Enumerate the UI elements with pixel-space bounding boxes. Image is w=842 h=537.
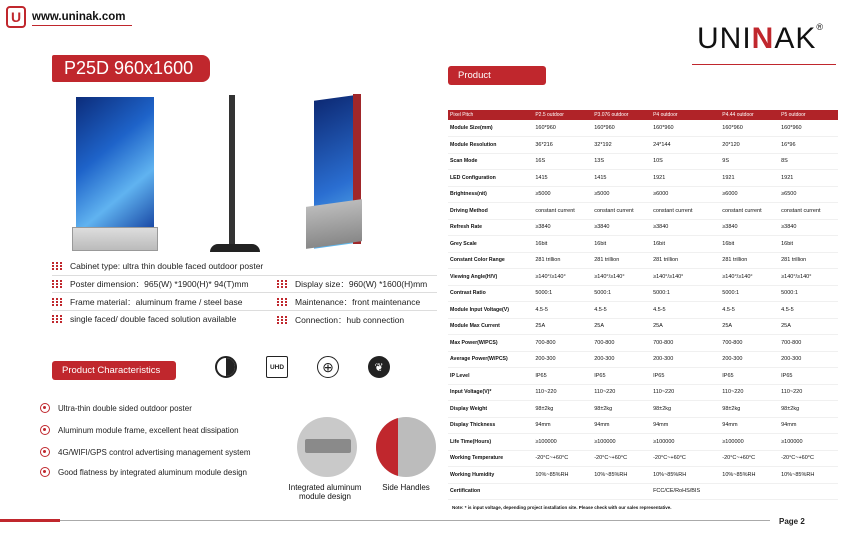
table-cell: 5000:1 — [533, 285, 592, 302]
table-cell: 700-800 — [720, 335, 779, 352]
table-cell: -20°C~+60°C — [779, 450, 838, 467]
bullet-icon — [40, 447, 50, 457]
row-label: Brightness(nit) — [448, 186, 533, 203]
table-cell: 94mm — [533, 417, 592, 434]
page-number: Page 2 — [779, 517, 805, 526]
side-handle-detail-image — [376, 417, 436, 477]
table-cell: 4.5-5 — [720, 302, 779, 319]
table-cell: 110~220 — [533, 384, 592, 401]
bullet-icon — [40, 467, 50, 477]
bullet-icon — [40, 425, 50, 435]
footer-accent — [0, 519, 60, 522]
feature-item: single faced/ double faced solution available — [52, 314, 236, 324]
table-cell: 94mm — [779, 417, 838, 434]
table-cell: ≥6000 — [720, 186, 779, 203]
table-cell: 5000:1 — [651, 285, 720, 302]
table-cell: ≥3840 — [592, 219, 651, 236]
table-cell: IP65 — [592, 368, 651, 385]
table-row — [448, 483, 838, 500]
table-cell: 16bit — [720, 236, 779, 253]
table-cell: 1921 — [720, 170, 779, 187]
row-label: Max Power(W/PCS) — [448, 335, 533, 352]
table-cell: ≥140°/≥140° — [592, 269, 651, 286]
table-row — [448, 285, 838, 302]
table-cell — [592, 483, 651, 500]
row-label: Display Thickness — [448, 417, 533, 434]
table-cell: constant current — [720, 203, 779, 220]
table-cell: 94mm — [592, 417, 651, 434]
characteristics-heading: Product Characteristics — [52, 361, 176, 380]
table-row — [448, 120, 838, 137]
table-cell: 700-800 — [651, 335, 720, 352]
table-row — [448, 236, 838, 253]
table-cell: 9S — [720, 153, 779, 170]
product-side-base — [210, 244, 260, 252]
table-cell: ≥3840 — [720, 219, 779, 236]
table-cell: 5000:1 — [720, 285, 779, 302]
table-row — [448, 302, 838, 319]
table-row — [448, 467, 838, 484]
table-cell: IP65 — [720, 368, 779, 385]
table-cell: ≥100000 — [779, 434, 838, 451]
table-cell: constant current — [651, 203, 720, 220]
table-cell: constant current — [779, 203, 838, 220]
table-row — [448, 203, 838, 220]
row-label: Average Power(W/PCS) — [448, 351, 533, 368]
table-cell: 13S — [592, 153, 651, 170]
column-header: P4 outdoor — [651, 110, 720, 120]
table-cell: 25A — [651, 318, 720, 335]
list-icon — [277, 316, 287, 324]
table-cell: 8S — [779, 153, 838, 170]
table-cell: ≥6000 — [651, 186, 720, 203]
table-cell: IP65 — [533, 368, 592, 385]
table-cell: ≥100000 — [592, 434, 651, 451]
column-header: P5 outdoor — [779, 110, 838, 120]
table-cell: FCC/CE/RoHS/BIS — [651, 483, 720, 500]
row-label: Viewing Angle(H/V) — [448, 269, 533, 286]
table-cell: 94mm — [720, 417, 779, 434]
feature-item: Cabinet type: ultra thin double faced outdoor poster — [52, 261, 263, 271]
table-cell: 98±2kg — [651, 401, 720, 418]
table-cell: 160*960 — [533, 120, 592, 137]
parameter-table — [448, 110, 838, 500]
table-cell: 10%~85%RH — [533, 467, 592, 484]
column-header: Pixel Pitch — [448, 110, 533, 120]
row-label: Working Humidity — [448, 467, 533, 484]
table-cell: 24*144 — [651, 137, 720, 154]
table-cell — [779, 483, 838, 500]
row-label: Working Temperature — [448, 450, 533, 467]
table-cell: 700-800 — [592, 335, 651, 352]
table-cell: 4.5-5 — [592, 302, 651, 319]
table-cell: 4.5-5 — [779, 302, 838, 319]
list-icon — [52, 298, 62, 306]
table-cell: 10%~85%RH — [720, 467, 779, 484]
table-cell: 281 trillion — [533, 252, 592, 269]
table-row — [448, 252, 838, 269]
table-cell: 10S — [651, 153, 720, 170]
product-side-image — [229, 95, 235, 247]
table-row — [448, 368, 838, 385]
table-row — [448, 219, 838, 236]
table-cell: 281 trillion — [651, 252, 720, 269]
row-label: Driving Method — [448, 203, 533, 220]
table-cell: 4.5-5 — [533, 302, 592, 319]
table-cell: 98±2kg — [533, 401, 592, 418]
table-row — [448, 269, 838, 286]
table-cell: 5000:1 — [592, 285, 651, 302]
table-cell: 160*960 — [720, 120, 779, 137]
table-cell: 281 trillion — [720, 252, 779, 269]
table-cell: ≥3840 — [779, 219, 838, 236]
table-cell: 110~220 — [720, 384, 779, 401]
table-cell: 10%~85%RH — [592, 467, 651, 484]
table-cell: ≥140°/≥140° — [720, 269, 779, 286]
table-cell: 281 trillion — [779, 252, 838, 269]
row-label: Module Input Voltage(V) — [448, 302, 533, 319]
table-cell: IP65 — [651, 368, 720, 385]
brand-underline — [692, 64, 836, 65]
row-label: Contrast Ratio — [448, 285, 533, 302]
table-cell: ≥5000 — [592, 186, 651, 203]
product-perspective-base — [306, 199, 362, 249]
list-icon — [277, 280, 287, 288]
characteristic-item: Aluminum module frame, excellent heat dissipation — [40, 425, 239, 435]
table-cell: -20°C~+60°C — [720, 450, 779, 467]
table-row — [448, 170, 838, 187]
table-cell: 700-800 — [779, 335, 838, 352]
table-cell: constant current — [592, 203, 651, 220]
table-cell: ≥140°/≥140° — [779, 269, 838, 286]
table-cell: 25A — [720, 318, 779, 335]
table-row — [448, 318, 838, 335]
table-cell: -20°C~+60°C — [592, 450, 651, 467]
leaf-icon: ❦ — [368, 356, 390, 378]
aluminum-module-detail-image — [297, 417, 357, 477]
table-cell: 16bit — [533, 236, 592, 253]
contrast-icon — [215, 356, 237, 378]
table-row — [448, 351, 838, 368]
table-cell: ≥100000 — [720, 434, 779, 451]
list-icon — [52, 262, 62, 270]
table-cell: ≥100000 — [651, 434, 720, 451]
row-label: IP Level — [448, 368, 533, 385]
table-cell: ≥6500 — [779, 186, 838, 203]
table-cell: 20*120 — [720, 137, 779, 154]
column-header: P3.076 outdoor — [592, 110, 651, 120]
table-cell: 160*960 — [779, 120, 838, 137]
table-cell: 10%~85%RH — [779, 467, 838, 484]
feature-item: Poster dimension：965(W) *1900(H)* 94(T)mm — [52, 278, 249, 290]
table-cell: 98±2kg — [592, 401, 651, 418]
table-cell: 1415 — [592, 170, 651, 187]
table-cell: 25A — [779, 318, 838, 335]
feature-item: Connection：hub connection — [277, 314, 404, 326]
table-cell: -20°C~+60°C — [651, 450, 720, 467]
table-cell: 10%~85%RH — [651, 467, 720, 484]
table-cell: 1415 — [533, 170, 592, 187]
characteristic-item: 4G/WIFI/GPS control advertising management system — [40, 447, 251, 457]
bullet-icon — [40, 403, 50, 413]
table-cell: 98±2kg — [779, 401, 838, 418]
table-cell: constant current — [533, 203, 592, 220]
detail-caption: Side Handles — [382, 483, 430, 492]
table-cell: ≥140°/≥140° — [533, 269, 592, 286]
table-header-row — [448, 110, 838, 120]
column-header: P2.5 outdoor — [533, 110, 592, 120]
uhd-icon: UHD — [266, 356, 288, 378]
characteristic-item: Ultra-thin double sided outdoor poster — [40, 403, 192, 413]
table-cell: 160*960 — [651, 120, 720, 137]
table-cell: ≥3840 — [533, 219, 592, 236]
table-row — [448, 186, 838, 203]
table-cell: 700-800 — [533, 335, 592, 352]
table-cell: ≥3840 — [651, 219, 720, 236]
product-front-base — [72, 227, 158, 251]
model-label: P25D 960x1600 — [52, 55, 210, 82]
table-cell: 160*960 — [592, 120, 651, 137]
divider — [52, 275, 437, 276]
table-cell: ≥140°/≥140° — [651, 269, 720, 286]
table-cell: 25A — [533, 318, 592, 335]
table-cell: 200-300 — [533, 351, 592, 368]
table-cell: 110~220 — [592, 384, 651, 401]
table-cell: 281 trillion — [592, 252, 651, 269]
table-row — [448, 417, 838, 434]
row-label: Display Weight — [448, 401, 533, 418]
row-label: Module Max Current — [448, 318, 533, 335]
table-cell: 16bit — [651, 236, 720, 253]
divider — [52, 310, 437, 311]
feature-item: Frame material：aluminum frame / steel base — [52, 296, 242, 308]
column-header: P4.44 outdoor — [720, 110, 779, 120]
table-cell: 200-300 — [651, 351, 720, 368]
table-cell: ≥5000 — [533, 186, 592, 203]
table-cell: 32*192 — [592, 137, 651, 154]
parameter-heading: Product Parameter — [448, 66, 546, 85]
table-cell: 98±2kg — [720, 401, 779, 418]
table-cell: 16*96 — [779, 137, 838, 154]
globe-icon: ⊕ — [317, 356, 339, 378]
header-underline — [32, 25, 132, 26]
table-cell: 1921 — [779, 170, 838, 187]
table-row — [448, 450, 838, 467]
table-row — [448, 335, 838, 352]
list-icon — [52, 280, 62, 288]
table-cell: 36*216 — [533, 137, 592, 154]
characteristic-item: Good flatness by integrated aluminum module design — [40, 467, 247, 477]
brand-u-icon: U — [6, 6, 26, 28]
divider — [52, 292, 437, 293]
table-cell: 94mm — [651, 417, 720, 434]
row-label: Input Voltage(V)* — [448, 384, 533, 401]
table-cell: 4.5-5 — [651, 302, 720, 319]
feature-item: Maintenance：front maintenance — [277, 296, 420, 308]
table-cell: 16S — [533, 153, 592, 170]
product-front-image — [76, 97, 154, 227]
footnote: Note: * is input voltage, depending project installation site. Please check with our sales representative. — [452, 505, 672, 510]
row-label: Scan Mode — [448, 153, 533, 170]
brand-logo: UNINAK® — [696, 22, 824, 55]
website-link[interactable]: www.uninak.com — [32, 11, 126, 23]
table-cell: 25A — [592, 318, 651, 335]
table-cell: 16bit — [779, 236, 838, 253]
footer-line — [0, 520, 770, 521]
table-cell: 5000:1 — [779, 285, 838, 302]
table-row — [448, 153, 838, 170]
table-cell: 200-300 — [592, 351, 651, 368]
table-cell: 200-300 — [779, 351, 838, 368]
row-label: Constant Color Range — [448, 252, 533, 269]
table-cell — [533, 483, 592, 500]
list-icon — [52, 315, 62, 323]
table-row — [448, 137, 838, 154]
table-cell: 110~220 — [651, 384, 720, 401]
table-row — [448, 401, 838, 418]
table-cell: -20°C~+60°C — [533, 450, 592, 467]
list-icon — [277, 298, 287, 306]
table-cell: 1921 — [651, 170, 720, 187]
table-cell: ≥100000 — [533, 434, 592, 451]
table-cell: 110~220 — [779, 384, 838, 401]
detail-caption: Integrated aluminum module design — [288, 483, 362, 501]
row-label: Module Size(mm) — [448, 120, 533, 137]
table-row — [448, 434, 838, 451]
row-label: Life Time(Hours) — [448, 434, 533, 451]
table-row — [448, 384, 838, 401]
table-cell: 200-300 — [720, 351, 779, 368]
row-label: Certification — [448, 483, 533, 500]
table-cell — [720, 483, 779, 500]
table-cell: IP65 — [779, 368, 838, 385]
row-label: Module Resolution — [448, 137, 533, 154]
row-label: LED Configuration — [448, 170, 533, 187]
row-label: Refresh Rate — [448, 219, 533, 236]
row-label: Grey Scale — [448, 236, 533, 253]
feature-item: Display size：960(W) *1600(H)mm — [277, 278, 427, 290]
table-cell: 16bit — [592, 236, 651, 253]
